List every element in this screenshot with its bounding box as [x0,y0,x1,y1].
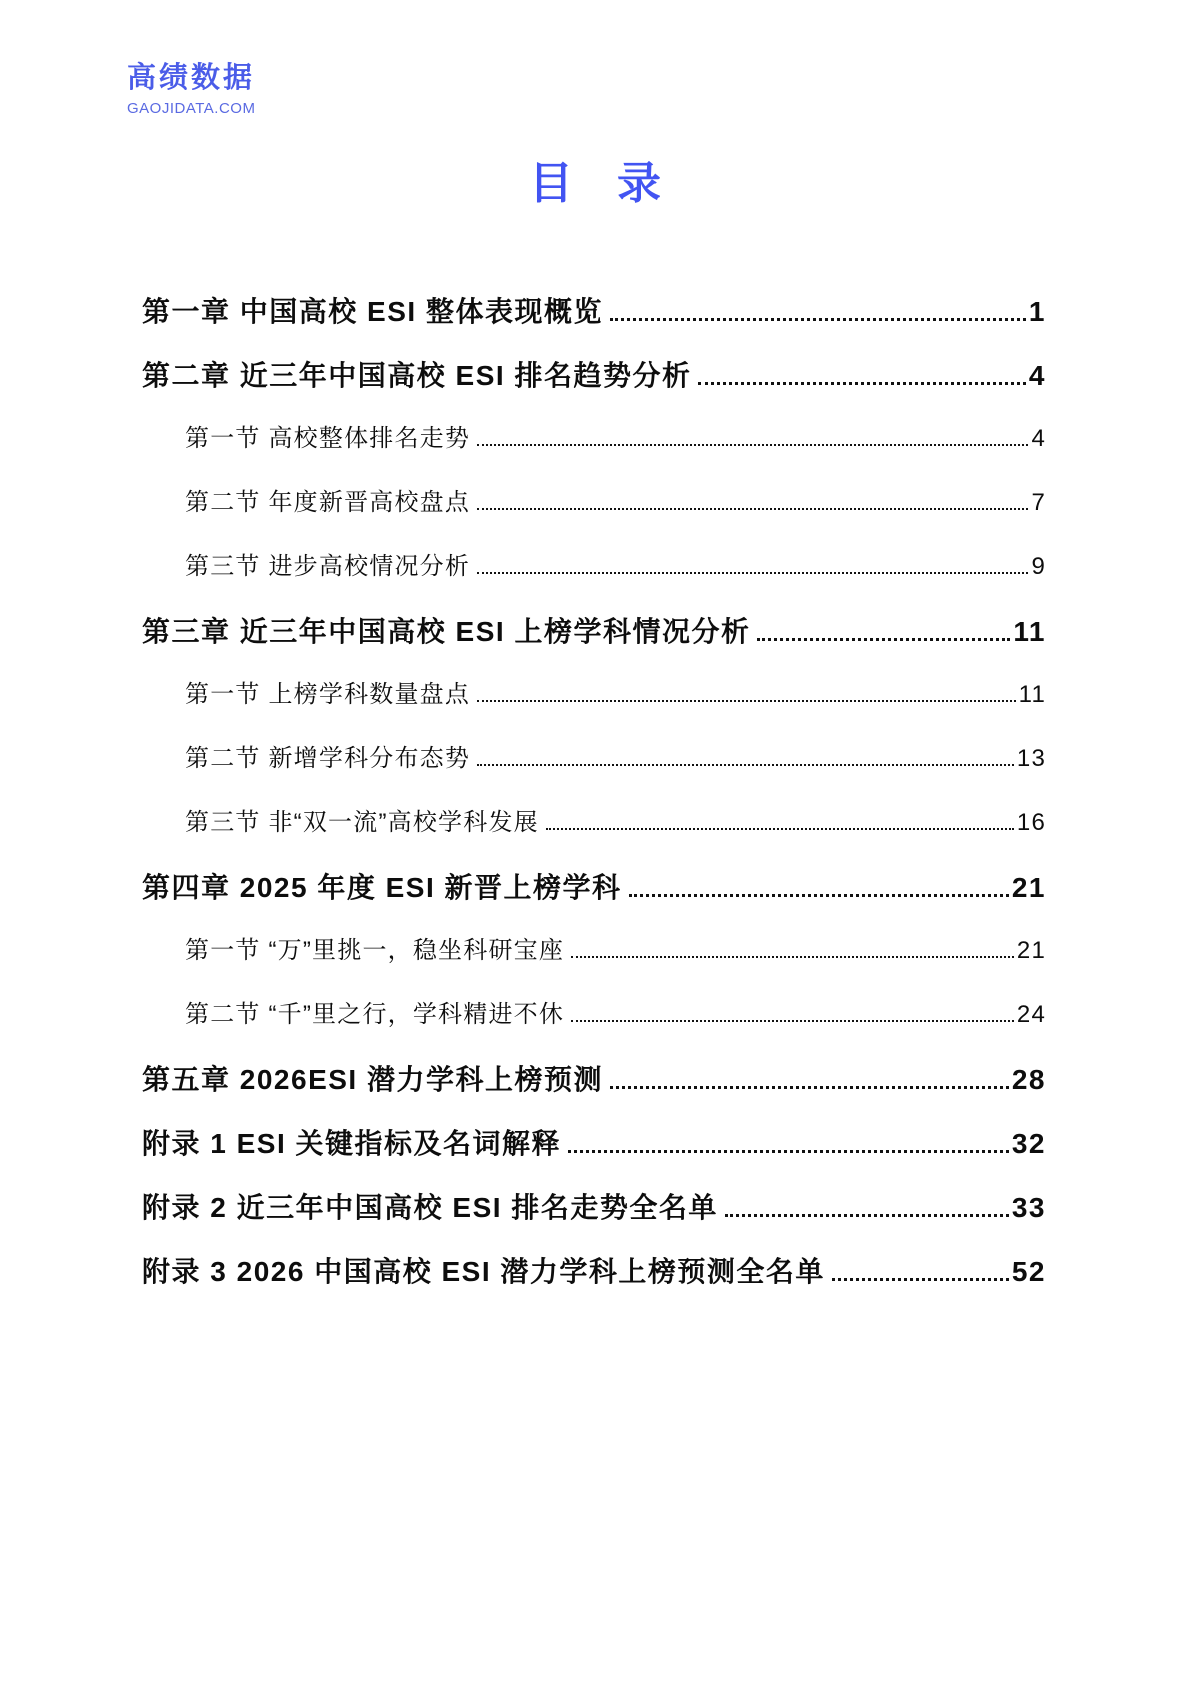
toc-entry-label: 第三节 进步高校情况分析 [185,553,471,580]
toc-entry-page: 9 [1031,553,1046,580]
toc-leader-dots [477,572,1028,574]
toc-entry-ch2-section-1[interactable] [142,418,1046,482]
toc-entry-ch2-section-2[interactable] [142,482,1046,546]
toc-entry-label: 附录 3 2026 中国高校 ESI 潜力学科上榜预测全名单 [142,1256,825,1287]
toc-entry-page: 13 [1016,745,1046,772]
toc-entry-chapter-5[interactable] [142,1058,1046,1122]
toc-entry-page: 21 [1016,937,1046,964]
toc-entry-ch4-section-1[interactable] [142,930,1046,994]
toc-leader-dots [477,444,1028,446]
page-title: 目 录 [529,159,661,208]
toc-entry-ch3-section-2[interactable] [142,738,1046,802]
toc-entry-label: 第一节 “万”里挑一，稳坐科研宝座 [185,937,565,964]
toc-entry-label: 第二节 “千”里之行，学科精进不休 [185,1001,565,1028]
toc-entry-label: 第一章 中国高校 ESI 整体表现概览 [142,296,603,327]
toc-entry-page: 1 [1028,296,1046,327]
toc-entry-page: 28 [1011,1064,1046,1095]
toc-entry-label: 附录 1 ESI 关键指标及名词解释 [142,1128,562,1159]
toc-entry-label: 第二节 年度新晋高校盘点 [185,489,471,516]
toc-entry-chapter-4[interactable] [142,866,1046,930]
toc-leader-dots [477,508,1028,510]
toc-entry-page: 52 [1011,1256,1046,1287]
toc-entry-chapter-1[interactable] [142,290,1046,354]
toc-entry-ch2-section-3[interactable] [142,546,1046,610]
toc-leader-dots [546,828,1014,830]
toc-entry-label: 第二章 近三年中国高校 ESI 排名趋势分析 [142,360,692,391]
toc-leader-dots [477,764,1014,766]
toc-leader-dots [725,1214,1009,1217]
toc-leader-dots [610,1086,1009,1089]
toc-entry-appendix-2[interactable] [142,1186,1046,1250]
toc-entry-appendix-3[interactable] [142,1250,1046,1314]
table-of-contents [142,290,1046,1314]
toc-entry-page: 7 [1031,489,1046,516]
brand-name: 高绩数据 [127,62,256,94]
toc-entry-chapter-3[interactable] [142,610,1046,674]
toc-entry-page: 4 [1028,360,1046,391]
toc-leader-dots [571,956,1014,958]
toc-entry-page: 24 [1016,1001,1046,1028]
toc-entry-label: 第三章 近三年中国高校 ESI 上榜学科情况分析 [142,616,751,647]
toc-entry-page: 4 [1031,425,1046,452]
toc-leader-dots [477,700,1016,702]
toc-leader-dots [757,638,1010,641]
toc-entry-label: 第三节 非“双一流”高校学科发展 [185,809,539,836]
toc-entry-ch3-section-3[interactable] [142,802,1046,866]
toc-entry-label: 第一节 高校整体排名走势 [185,425,471,452]
toc-leader-dots [568,1150,1009,1153]
toc-entry-label: 第五章 2026ESI 潜力学科上榜预测 [142,1064,603,1095]
toc-entry-page: 21 [1011,872,1046,903]
toc-leader-dots [610,318,1026,321]
toc-entry-page: 16 [1016,809,1046,836]
toc-entry-label: 附录 2 近三年中国高校 ESI 排名走势全名单 [142,1192,718,1223]
toc-entry-page: 11 [1013,616,1046,647]
brand-logo [127,62,255,117]
toc-entry-label: 第一节 上榜学科数量盘点 [185,681,471,708]
toc-entry-page: 33 [1011,1192,1046,1223]
toc-leader-dots [832,1278,1009,1281]
toc-entry-chapter-2[interactable] [142,354,1046,418]
toc-entry-label: 第二节 新增学科分布态势 [185,745,471,772]
toc-entry-ch4-section-2[interactable] [142,994,1046,1058]
toc-entry-label: 第四章 2025 年度 ESI 新晋上榜学科 [142,872,622,903]
toc-leader-dots [698,382,1025,385]
toc-entry-ch3-section-1[interactable] [142,674,1046,738]
brand-url: GAOJIDATA.COM [127,100,256,118]
toc-leader-dots [629,894,1009,897]
toc-entry-page: 32 [1011,1128,1046,1159]
toc-entry-page: 11 [1018,681,1046,708]
toc-entry-appendix-1[interactable] [142,1122,1046,1186]
toc-leader-dots [571,1020,1014,1022]
